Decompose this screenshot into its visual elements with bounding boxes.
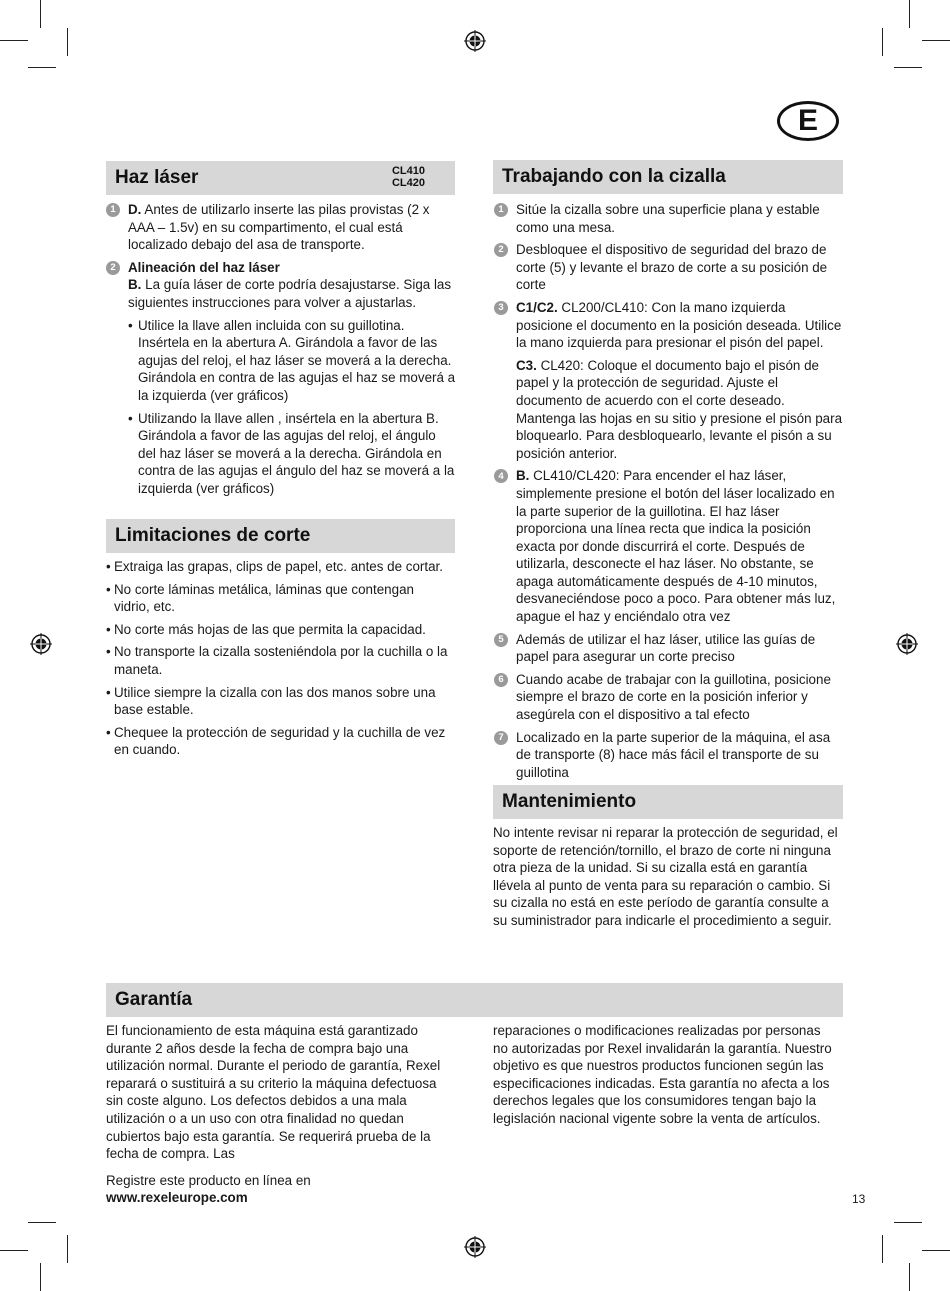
register-text: Registre este producto en línea en [106, 1172, 311, 1188]
step-bold-label: B. [128, 277, 142, 293]
trabajando-content [494, 201, 844, 786]
list-item: • No corte más hojas de las que permita la capacidad. [106, 621, 451, 639]
crop-mark-top-left-v [67, 28, 68, 56]
step-number-badge: 2 [106, 261, 120, 275]
list-item: • Utilice la llave allen incluida con su guillotina. Insértela en la abertura A. Girándola a favor de las agujas del reloj, el haz láser se moverá a la derecha. Girándola en contra de las agujas el haz se moverá a la izquierda (ver gráficos) [128, 317, 456, 405]
step-body: Antes de utilizarlo inserte las pilas provistas (2 x AAA – 1.5v) en su compartimento, el cual está localizado debajo del asa de transporte. [128, 202, 430, 253]
list-item: • No transporte la cizalla sosteniéndola por la cuchilla o la maneta. [106, 643, 451, 678]
numbered-step [494, 241, 844, 294]
crop-mark-top-right-h2 [894, 67, 922, 68]
numbered-step [494, 467, 844, 625]
crop-mark-top-left-v2 [40, 0, 41, 28]
section-header-trabajando [493, 160, 843, 194]
step-text [128, 276, 456, 311]
step-text [128, 201, 456, 254]
step-text: Desbloquee el dispositivo de seguridad del brazo de corte (5) y levante el brazo de corte a su posición de corte [516, 242, 828, 293]
section-header-limitaciones [106, 519, 455, 553]
paragraph: El funcionamiento de esta máquina está garantizado durante 2 años desde la fecha de compra bajo una utilización normal. Durante el periodo de garantía, Rexel reparará o sustituirá a su criterio la máquina defectuosa sin coste alguno. Los defectos debidos a una mala utilización o a un uso con otra finalidad no quedan cubiertos bajo esta garantía. Se requerirá prueba de la fecha de compra. Las [106, 1023, 441, 1162]
step-text: Cuando acabe de trabajar con la guillotina, posicione siempre el brazo de corte en la posición inferior y asegúrela con el dispositivo a tal efecto [516, 671, 831, 723]
step-number-badge: 4 [494, 469, 508, 483]
step-body: CL420: Coloque el documento bajo el pisón de papel y la protección de seguridad. Ajuste el documento de acuerdo con el corte deseado. Mantenga las hojas en su sitio y presione el pisón para bloquearlo. Para desbloquearlo, levante el pisón a su posición anterior. [516, 357, 843, 461]
step-bold-label: B. [516, 468, 530, 484]
numbered-step [494, 631, 844, 666]
list-item: • Utilizando la llave allen , insértela en la abertura B. Girándola a favor de las agujas del reloj, el ángulo del haz láser se moverá a la derecha. Girándola en contra de las agujas el ángulo del haz se moverá a la izquierda (ver gráficos) [128, 410, 456, 498]
registration-mark-right [896, 633, 918, 655]
paragraph: No intente revisar ni reparar la protección de seguridad, el soporte de retención/tornillo, el brazo de corte ni ninguna otra pieza de la unidad. Si su cizalla está en garantía llévela al punto de venta para su reparación o cambio. Si su cizalla no está en este período de garantía consulte a su suministrador para indicarle el procedimiento a seguir. [493, 825, 838, 928]
numbered-step [494, 729, 844, 782]
crop-mark-bottom-left-v2 [40, 1263, 41, 1291]
crop-mark-top-right-v [882, 28, 883, 56]
step-body: CL200/CL410: Con la mano izquierda posicione el documento en la posición deseada. Utilice la mano izquierda para presionar el pisón del papel. [516, 299, 842, 351]
bullet-list [106, 558, 451, 759]
numbered-step [106, 201, 456, 254]
garantia-right [493, 1022, 838, 1128]
step-number-badge: 5 [494, 633, 508, 647]
mantenimiento-content [493, 824, 838, 930]
step-subtext [516, 357, 844, 463]
crop-mark-bottom-right-h2 [894, 1222, 922, 1223]
step-text: Localizado en la parte superior de la máquina, el asa de transporte (8) hace más fácil el transporte de su guillotina [516, 729, 831, 780]
step-body: CL410/CL420: Para encender el haz láser, simplemente presione el botón del láser localizado en la parte superior de la guillotina. El haz láser proporciona una línea recta que indica la posición exacta por donde discurrirá el corte. Después de utilizarla, desconecte el haz láser. No obstante, se apaga automáticamente después de 4-10 minutos, desvaneciéndose poco a poco. Para obtener más luz, apague el haz y enciéndalo otra vez [516, 468, 836, 625]
step-text [516, 299, 844, 352]
registration-mark-top [464, 30, 486, 52]
section-header-mantenimiento [493, 785, 843, 819]
crop-mark-bottom-right-v2 [909, 1263, 910, 1291]
section-title: Haz láser [115, 167, 199, 188]
step-text: Además de utilizar el haz láser, utilice las guías de papel para asegurar un corte preciso [516, 631, 816, 665]
crop-mark-top-left-h [0, 40, 28, 41]
numbered-step [494, 299, 844, 462]
step-text [516, 467, 844, 625]
haz-laser-content [106, 201, 456, 503]
model-label-cl420: CL420 [391, 177, 425, 189]
section-title: Limitaciones de corte [115, 525, 311, 546]
list-item: • Chequee la protección de seguridad y la cuchilla de vez en cuando. [106, 724, 451, 759]
crop-mark-bottom-right-h [922, 1250, 950, 1251]
section-title: Garantía [115, 989, 193, 1010]
step-number-badge: 1 [494, 203, 508, 217]
numbered-step [494, 671, 844, 724]
model-labels [392, 165, 425, 189]
limitaciones-content [106, 558, 451, 764]
section-title: Mantenimiento [502, 791, 637, 812]
bullet-list [128, 317, 456, 498]
crop-mark-bottom-left-h2 [28, 1222, 56, 1223]
crop-mark-bottom-left-v [67, 1235, 68, 1263]
step-bold-label: C3. [516, 357, 537, 373]
section-header-haz-laser [106, 161, 455, 195]
paragraph: reparaciones o modificaciones realizadas por personas no autorizadas por Rexel invalidarán la garantía. Nuestro objetivo es que nuestros productos funcionen según las especificaciones indicadas. Esta garantía no afecta a los derechos legales que los consumidores tengan bajo la legislación nacional vigente sobre la venta de artículos. [493, 1023, 832, 1126]
crop-mark-top-left-h2 [28, 67, 56, 68]
step-body: La guía láser de corte podría desajustarse. Siga las siguientes instrucciones para volver a ajustarlas. [128, 277, 452, 310]
crop-mark-top-right-h [922, 40, 950, 41]
step-number-badge: 1 [106, 203, 120, 217]
page-number: 13 [852, 1192, 866, 1206]
garantia-left [106, 1022, 451, 1207]
section-title: Trabajando con la cizalla [502, 166, 726, 187]
step-heading-text: Alineación del haz láser [128, 259, 280, 275]
list-item: • No corte láminas metálica, láminas que contengan vidrio, etc. [106, 581, 451, 616]
numbered-step [106, 259, 456, 498]
registration-mark-bottom [464, 1236, 486, 1258]
step-number-badge: 3 [494, 301, 508, 315]
step-text: Sitúe la cizalla sobre una superficie plana y estable como una mesa. [516, 202, 820, 235]
language-badge: E [777, 101, 839, 141]
section-header-garantia [106, 983, 843, 1017]
register-line [106, 1172, 451, 1207]
numbered-step [494, 201, 844, 236]
model-label-cl410: CL410 [391, 165, 425, 177]
step-bold-label: C1/C2. [516, 299, 558, 315]
registration-mark-left [30, 633, 52, 655]
step-number-badge: 2 [494, 243, 508, 257]
crop-mark-bottom-right-v [882, 1235, 883, 1263]
step-bold-label: D. [128, 202, 142, 217]
list-item: • Utilice siempre la cizalla con las dos manos sobre una base estable. [106, 684, 451, 719]
crop-mark-bottom-left-h [0, 1250, 28, 1251]
crop-mark-top-right-v2 [909, 0, 910, 28]
register-url-link[interactable]: www.rexeleurope.com [106, 1190, 248, 1206]
step-heading [128, 259, 456, 277]
step-number-badge: 6 [494, 673, 508, 687]
list-item: • Extraiga las grapas, clips de papel, etc. antes de cortar. [106, 558, 451, 576]
step-number-badge: 7 [494, 731, 508, 745]
